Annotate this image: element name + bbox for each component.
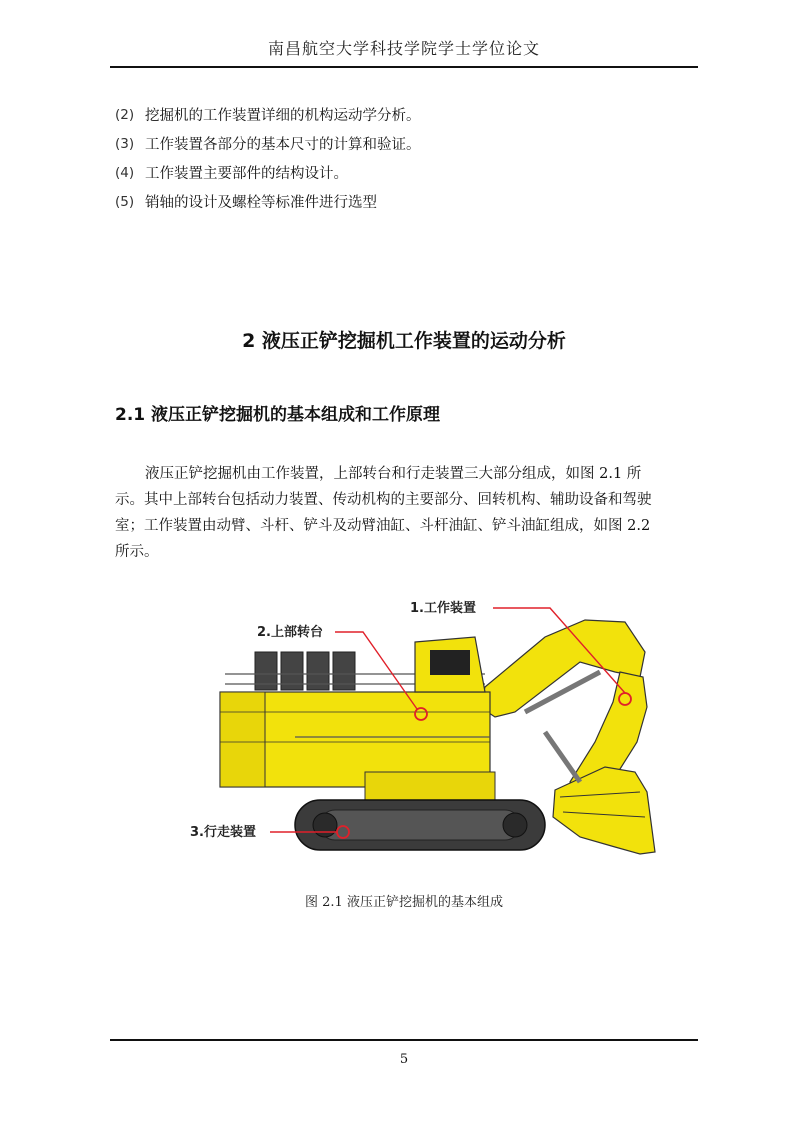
- cab-window: [430, 650, 470, 675]
- list-item-text: 销轴的设计及螺栓等标准件进行选型: [145, 195, 377, 211]
- carbody: [365, 772, 495, 802]
- list-item-number: (4): [115, 164, 135, 181]
- paragraph-line: 室；工作装置由动臂、斗杆、铲斗及动臂油缸、斗杆油缸、铲斗油缸组成，如图 2.2: [115, 518, 651, 534]
- section-title: 2.1 液压正铲挖掘机的基本组成和工作原理: [115, 405, 441, 425]
- list-item-number: (3): [115, 135, 135, 152]
- paragraph-line: 液压正铲挖掘机由工作装置，上部转台和行走装置三大部分组成，如图 2.1 所: [145, 466, 642, 482]
- list-item: [115, 158, 421, 187]
- page-number: 5: [399, 1052, 409, 1067]
- list-item-text: 工作装置各部分的基本尺寸的计算和验证。: [145, 137, 421, 153]
- excavator-body: [220, 620, 655, 854]
- header-rule: [110, 66, 698, 68]
- objectives-list: [115, 100, 421, 216]
- excavator-figure: [185, 592, 665, 882]
- label-upper-turntable: 2.上部转台: [257, 625, 323, 640]
- list-item-number: (5): [115, 193, 135, 210]
- page-header: 南昌航空大学科技学院学士学位论文: [267, 39, 540, 58]
- list-item-text: 挖掘机的工作装置详细的机构运动学分析。: [145, 108, 421, 124]
- excavator-illustration: [185, 592, 665, 882]
- list-item: [115, 100, 421, 129]
- label-travel-device: 3.行走装置: [190, 825, 256, 840]
- list-item-number: (2): [115, 106, 135, 123]
- paragraph-line: 所示。: [115, 544, 159, 560]
- footer-rule: [110, 1039, 698, 1041]
- paragraph-line: 示。其中上部转台包括动力装置、传动机构的主要部分、回转机构、辅助设备和驾驶: [115, 492, 652, 508]
- bucket: [553, 767, 655, 854]
- bucket-cylinder: [545, 732, 580, 782]
- body-paragraph: [115, 461, 701, 565]
- figure-caption: 图 2.1 液压正铲挖掘机的基本组成: [305, 895, 503, 910]
- list-item: [115, 187, 421, 216]
- list-item-text: 工作装置主要部件的结构设计。: [145, 166, 348, 182]
- chapter-title: 2 液压正铲挖掘机工作装置的运动分析: [242, 330, 566, 352]
- label-work-device: 1.工作装置: [410, 601, 476, 616]
- list-item: [115, 129, 421, 158]
